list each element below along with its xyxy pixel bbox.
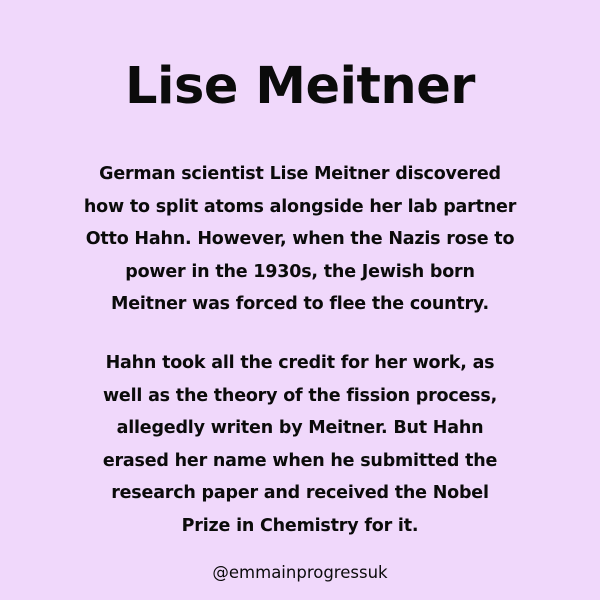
paragraph-line: allegedly writen by Meitner. But Hahn — [116, 418, 484, 438]
paragraph-line: how to split atoms alongside her lab partner — [83, 196, 517, 217]
paragraph-line: Prize in Chemistry for it. — [181, 515, 419, 536]
paragraph-line: power in the 1930s, the Jewish born — [125, 261, 475, 282]
paragraph-line: erased her name when he submitted the — [102, 450, 498, 471]
paragraph-line: Hahn took all the credit for her work, as — [105, 353, 495, 373]
paragraph-line: Otto Hahn. However, when the Nazis rose to — [85, 229, 515, 249]
post-title: Lise Meitner — [125, 57, 475, 116]
account-handle: @emmainprogressuk — [212, 563, 388, 582]
paragraph-line: Meitner was forced to flee the country. — [111, 294, 489, 314]
paragraph-line: well as the theory of the fission process, — [102, 385, 498, 406]
paragraph-line: German scientist Lise Meitner discovered — [99, 164, 501, 184]
paragraph-line: research paper and received the Nobel — [111, 483, 489, 503]
paragraph-1 — [40, 158, 560, 321]
paragraph-2 — [40, 347, 560, 542]
